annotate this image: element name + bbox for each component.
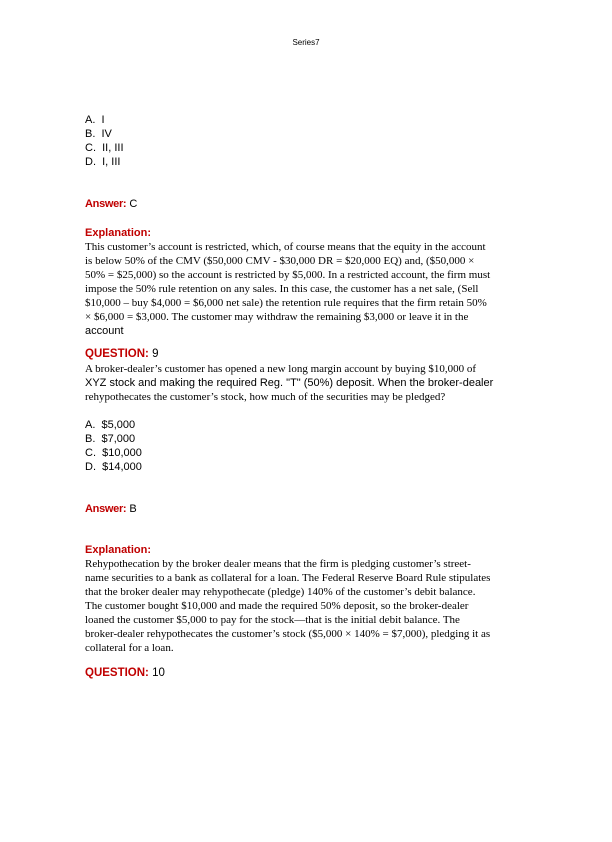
explanation-line: loaned the customer $5,000 to pay for the stock—that is the initial debit balance. The <box>85 614 460 626</box>
q8-option-c: C. II, III <box>85 142 124 154</box>
explanation-line: name securities to a bank as collateral for a loan. The Federal Reserve Board Rule stipulates <box>85 572 491 584</box>
q9-option-b: B. $7,000 <box>85 433 136 445</box>
question-line: XYZ stock and making the required Reg. "T" (50%) deposit. When the broker-dealer <box>85 377 494 389</box>
q8-answer <box>85 198 545 210</box>
explanation-line: The customer bought $10,000 and made the required 50% deposit, so the broker-dealer <box>85 600 469 612</box>
question-label: QUESTION: <box>85 348 149 360</box>
q8-option-a: A. I <box>85 114 105 126</box>
q10-heading <box>85 667 545 679</box>
explanation-line: is below 50% of the CMV ($50,000 CMV - $30,000 DR = $20,000 EQ) and, ($50,000 × <box>85 255 475 267</box>
q8-option-d: D. I, III <box>85 156 121 168</box>
q8-options <box>85 113 545 169</box>
q9-explanation <box>85 557 555 655</box>
explanation-line: impose the 50% rule retention on any sales. In this case, the customer has a net sale, (Sell <box>85 283 479 295</box>
explanation-line: account <box>85 325 124 337</box>
q9-question-text <box>85 362 555 404</box>
question-line: A broker-dealer’s customer has opened a new long margin account by buying $10,000 of <box>85 363 476 375</box>
question-label: QUESTION: <box>85 667 149 679</box>
explanation-line: $10,000 – buy $4,000 = $6,000 net sale) the retention rule requires that the firm retain 50% <box>85 297 487 309</box>
explanation-line: collateral for a loan. <box>85 642 174 654</box>
q9-explanation-label: Explanation: <box>85 544 152 556</box>
q8-option-b: B. IV <box>85 128 112 140</box>
q9-heading <box>85 348 545 360</box>
answer-label: Answer: <box>85 503 127 515</box>
q8-explanation <box>85 240 555 338</box>
answer-value: B <box>126 503 137 515</box>
answer-label: Answer: <box>85 198 127 210</box>
q9-option-d: D. $14,000 <box>85 461 142 473</box>
q9-options <box>85 418 545 474</box>
explanation-line: This customer’s account is restricted, which, of course means that the equity in the account <box>85 241 486 253</box>
explanation-line: Rehypothecation by the broker dealer means that the firm is pledging customer’s street- <box>85 558 471 570</box>
question-line: rehypothecates the customer’s stock, how much of the securities may be pledged? <box>85 391 446 403</box>
answer-value: C <box>126 198 138 210</box>
explanation-line: 50% = $25,000) so the account is restricted by $5,000. In a restricted account, the firm must <box>85 269 491 281</box>
question-number: 9 <box>148 348 159 360</box>
q9-option-a: A. $5,000 <box>85 419 136 431</box>
explanation-line: × $6,000 = $3,000. The customer may withdraw the remaining $3,000 or leave it in the <box>85 311 469 323</box>
q8-explanation-label: Explanation: <box>85 227 152 239</box>
q9-answer <box>85 503 545 515</box>
explanation-line: broker-dealer rehypothecates the customer’s stock ($5,000 × 140% = $7,000), pledging it as <box>85 628 491 640</box>
q9-option-c: C. $10,000 <box>85 447 142 459</box>
explanation-line: that the broker dealer may rehypothecate (pledge) 140% of the customer’s debit balance. <box>85 586 476 598</box>
page-header: Series7 <box>292 38 320 47</box>
question-number: 10 <box>148 667 165 679</box>
